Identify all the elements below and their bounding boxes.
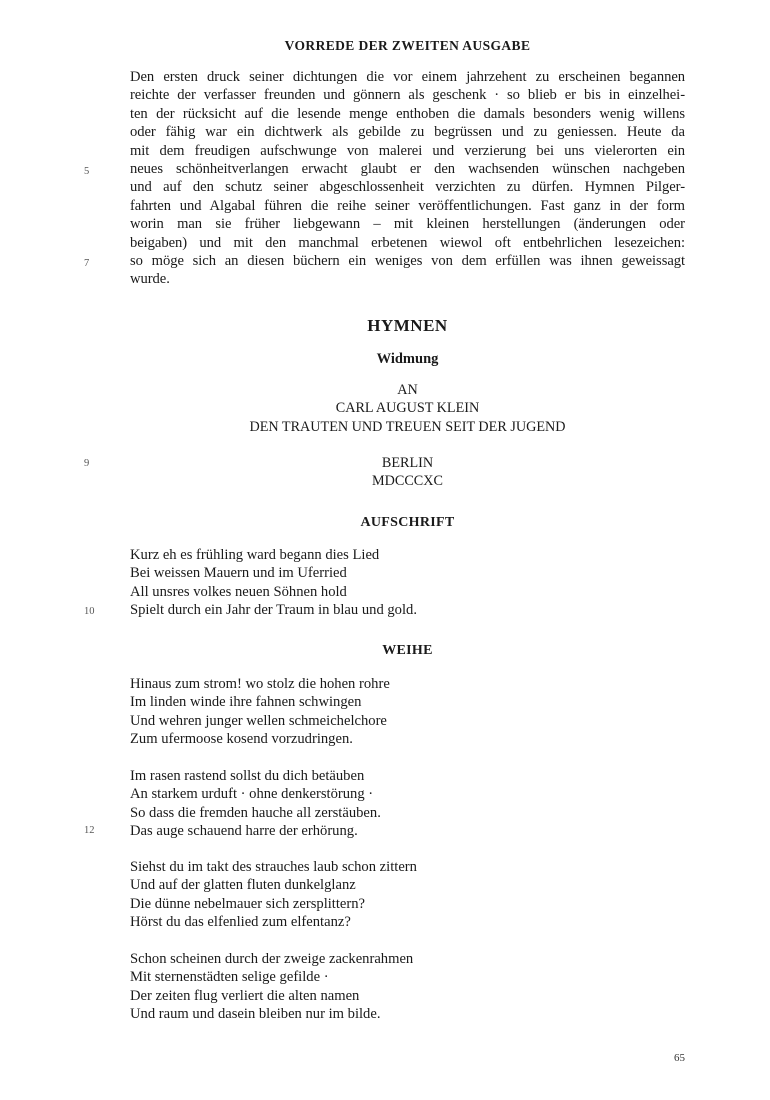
aufschrift-stanza [130, 546, 690, 620]
preface-line: beigaben) und mit den manchmal erbetenen wiewol oft entbehrlichen lesezeichen: [130, 234, 685, 251]
verse-line: Hinaus zum strom! wo stolz die hohen rohre [130, 676, 390, 692]
preface-line: so möge sich an diesen büchern ein weniges von dem erfüllen was ihnen geweissagt [130, 253, 685, 270]
preface-line: fahrten und Algabal führen die reihe seiner veröffentlichungen. Fast ganz in der form [130, 197, 685, 214]
verse-line: Im linden winde ihre fahnen schwingen [130, 694, 362, 711]
verse-line: Und auf der glatten fluten dunkelglanz [130, 877, 356, 894]
verse-line: An starkem urduft · ohne denkerstörung · [130, 786, 374, 803]
weihe-stanza [130, 950, 690, 1024]
verse-line: Spielt durch ein Jahr der Traum in blau und gold. [130, 602, 417, 619]
preface-line: worin man sie früher liebgewann – mit kleinen herstellungen (änderungen oder [130, 216, 685, 233]
preface-line: wurde. [130, 271, 170, 288]
verse-line: So dass die fremden hauche all zerstäuben. [130, 804, 381, 821]
preface-line: mit dem freudigen aufschwunge von malerei und verzierung bei uns vielerorten ein [130, 142, 685, 159]
margin-line-number: 12 [84, 825, 95, 836]
margin-line-number: 9 [84, 458, 90, 469]
verse-line: Siehst du im takt des strauches laub schon zittern [130, 859, 417, 875]
preface-line: neues schönheitverlangen erwacht glaubt er den wachsenden wünschen nachgeben [130, 161, 685, 178]
verse-line: Im rasen rastend sollst du dich betäuben [130, 768, 365, 784]
dedication-date: MDCCCXC [372, 473, 443, 490]
weihe-stanza [130, 767, 690, 841]
verse-line: Mit sternenstädten selige gefilde · [130, 969, 329, 986]
weihe-stanza [130, 858, 690, 932]
dedication-line: AN [397, 382, 418, 398]
widmung-subtitle: Widmung [376, 351, 439, 367]
preface-line: und auf den schutz seiner abgeschlossenheit verzichten zu dürfen. Hymnen Pilger- [130, 179, 685, 196]
verse-line: All unsres volkes neuen Söhnen hold [130, 583, 347, 600]
page-number: 65 [674, 1052, 685, 1064]
margin-line-number: 7 [84, 258, 90, 269]
preface-title: VORREDE DER ZWEITEN AUSGABE [284, 38, 531, 53]
dedication-place: BERLIN [381, 455, 434, 471]
margin-line-number: 5 [84, 166, 90, 177]
verse-line: Und raum und dasein bleiben nur im bilde. [130, 1006, 381, 1023]
aufschrift-title: AUFSCHRIFT [360, 515, 455, 530]
verse-line: Bei weissen Mauern und im Uferried [130, 565, 347, 582]
margin-line-number: 10 [84, 606, 95, 617]
preface-line: reichte der verfasser freunden und gönnern als geschenk · so blieb er bis in einzelhei- [130, 87, 685, 104]
verse-line: Schon scheinen durch der zweige zackenrahmen [130, 951, 414, 967]
preface-line: Den ersten druck seiner dichtungen die vor einem jahrzehent zu erscheinen begannen [130, 69, 685, 85]
verse-line: Und wehren junger wellen schmeichelchore [130, 712, 387, 729]
verse-line: Zum ufermoose kosend vorzudringen. [130, 731, 353, 748]
verse-line: Hörst du das elfenlied zum elfentanz? [130, 914, 351, 931]
preface-line: ten der rücksicht auf die lesende menge enthoben die damals besonders wenig willens [130, 105, 685, 122]
preface-line: oder fähig war ein dichtwerk als gebilde zu begrüssen und zu geniessen. Heute da [130, 124, 685, 141]
verse-line: Die dünne nebelmauer sich zersplittern? [130, 895, 366, 912]
dedication-place-date [130, 454, 685, 491]
dedication-line: CARL AUGUST KLEIN [335, 400, 480, 417]
weihe-stanza [130, 675, 690, 749]
verse-line: Der zeiten flug verliert die alten namen [130, 987, 360, 1004]
hymnen-title: HYMNEN [367, 316, 448, 335]
dedication [130, 381, 685, 436]
dedication-line: DEN TRAUTEN UND TREUEN SEIT DER JUGEND [249, 418, 566, 435]
weihe-title: WEIHE [382, 643, 433, 658]
verse-line: Das auge schauend harre der erhörung. [130, 823, 358, 840]
verse-line: Kurz eh es frühling ward begann dies Lied [130, 547, 380, 563]
preface-text [130, 68, 685, 289]
